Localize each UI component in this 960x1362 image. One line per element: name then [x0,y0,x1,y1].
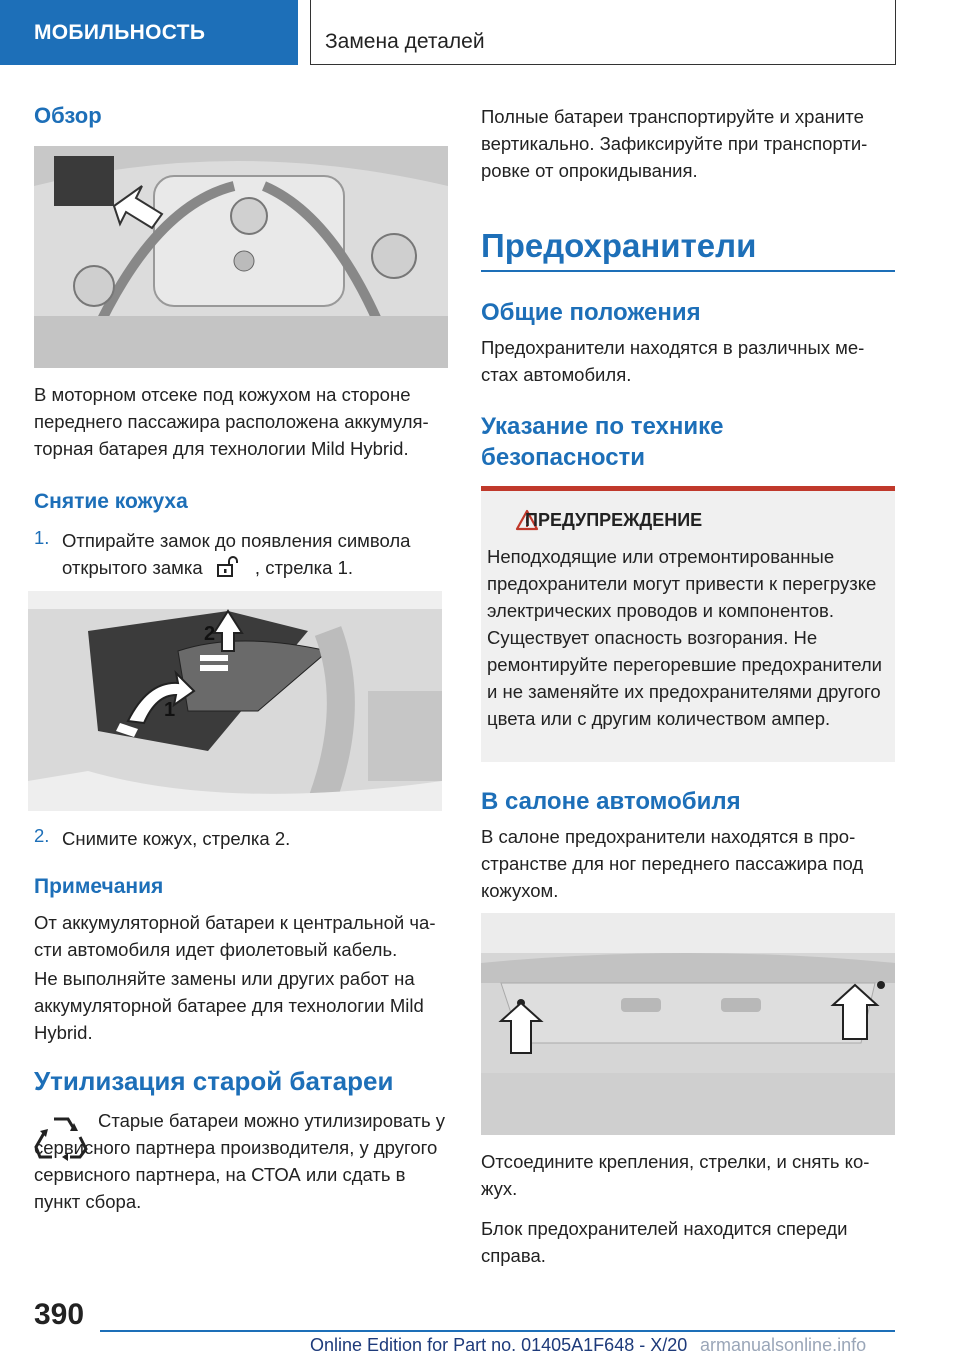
notes-paragraph-2: Не выполняйте замены или других работ на аккумуляторной батарее для технологии Mild Hybrid. [34,968,424,1043]
fusebox-text: Блок предохранителей находится спереди справа. [481,1218,848,1266]
warning-text: Неподходящие или отремонтированные предохранители могут привести к перегрузке электрических проводов и компонентов. Существует опасность возгорания. Не ремонтируйте перегоревшие предохранители и не заменяйте их предохранителями другого цвета или с другим количеством ампер. [487,546,883,729]
watermark: armanualsonline.info [700,1335,867,1355]
engine-bay-figure [34,146,448,368]
chapter-title: Замена деталей [310,0,896,65]
fuses-heading-rule [481,270,895,272]
step1-line2-b: , стрелка 1. [254,557,354,578]
step1-line2 [62,554,448,581]
interior-heading: В салоне автомобиля [481,788,741,815]
step2-text: Снимите кожух, стрелка 2. [62,828,291,849]
interior-text: В салоне предохранители находятся в пространстве для ног переднего пассажира под кожухом. [481,826,864,901]
disposal-heading: Утилизация старой батареи [34,1066,394,1096]
footwell-figure [481,913,895,1135]
notes-heading: Примечания [34,875,164,898]
figure-label-2: 2 [204,623,216,645]
step1-line1: Отпирайте замок до появления символа [62,530,411,551]
edition-text: Online Edition for Part no. 01405A1F648 - X/20 [310,1335,688,1355]
overview-heading: Обзор [34,103,102,128]
cover-heading: Снятие кожуха [34,490,188,513]
page-number: 390 [34,1298,85,1331]
safety-heading: Указание по технике безопасности [481,413,724,471]
step2-number: 2. [34,825,50,846]
figure-label-1: 1 [164,699,176,721]
overview-text: В моторном отсеке под кожухом на стороне переднего пассажира расположена аккумуляторная батарея для технологии Mild Hybrid. [34,384,429,459]
fuses-heading: Предохранители [481,227,757,264]
warning-box [481,486,895,762]
footer-rule [100,1330,895,1332]
detach-text: Отсоедините крепления, стрелки, и снять кожух. [481,1151,870,1199]
step1-number: 1. [34,527,50,548]
section-tab: МОБИЛЬНОСТЬ [0,0,298,65]
transport-text: Полные батареи транспортируйте и храните вертикально. Зафиксируйте при транспортировке от опрокидывания. [481,106,868,181]
step1-line2-a: открытого замка [62,557,203,578]
battery-cover-figure [28,591,442,811]
step1-text [62,527,448,581]
unlock-icon [214,556,244,578]
general-heading: Общие положения [481,299,701,326]
warning-title: ПРЕДУПРЕЖДЕНИЕ [525,510,703,530]
disposal-text: Старые батареи можно утилизировать у сервисного партнера производителя, у другого сервисного партнера, на СТОА или сдать в пункт сбора. [34,1110,445,1212]
notes-paragraph-1: От аккумуляторной батареи к центральной части автомобиля идет фиолетовый кабель. [34,912,436,960]
general-text: Предохранители находятся в различных местах автомобиля. [481,337,865,385]
